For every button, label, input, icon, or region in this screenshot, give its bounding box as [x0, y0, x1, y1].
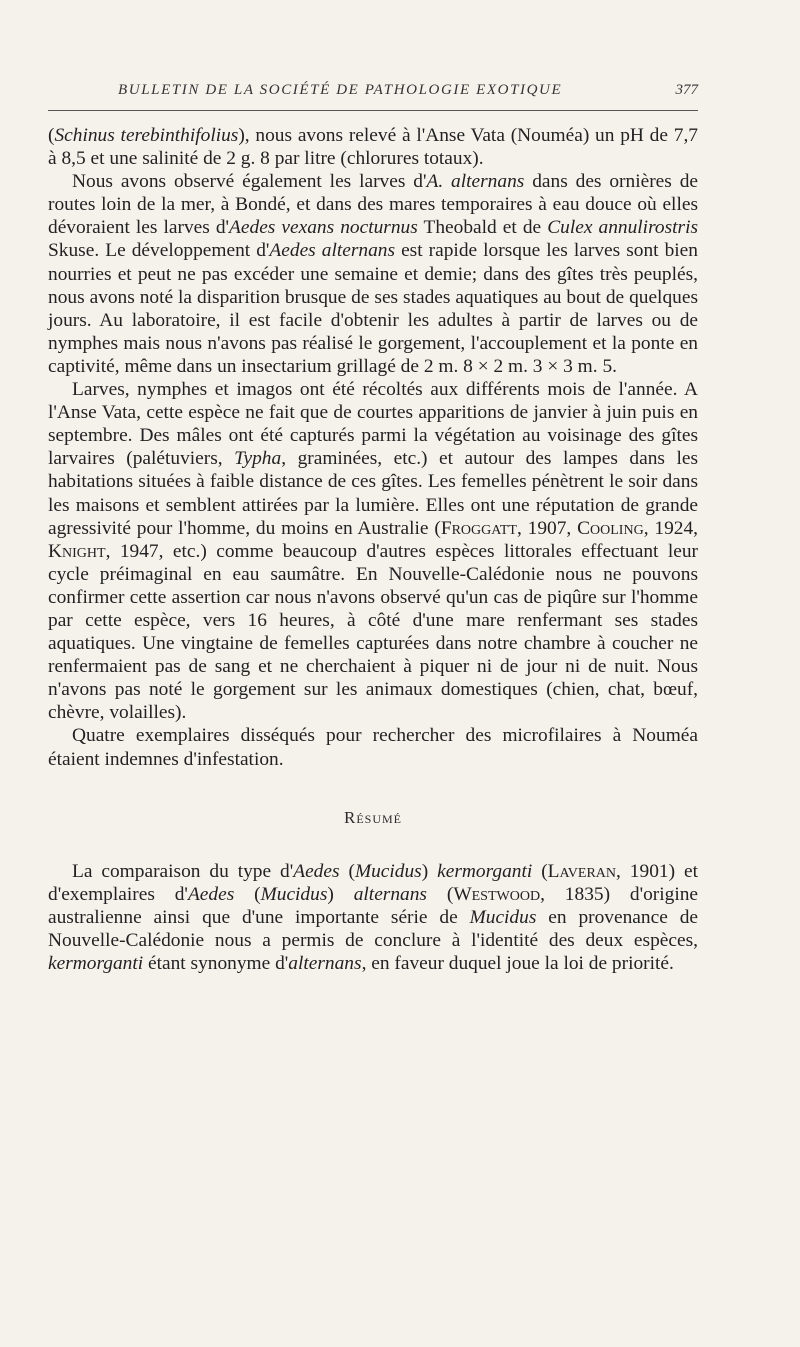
text-run: étant synonyme d' [143, 953, 289, 975]
page-number: 377 [675, 82, 698, 98]
author-citation: Froggatt [440, 517, 517, 539]
species-name: kermorganti [48, 953, 144, 975]
running-header [48, 78, 698, 111]
species-name: Schinus terebinthifolius [54, 125, 239, 146]
article-body [48, 124, 698, 975]
paragraph-3 [48, 378, 698, 724]
text-run: ) [327, 883, 354, 905]
text-run: , 1835) d'origine australienne ainsi que d'une importante série de [48, 883, 699, 928]
text-run: ( [532, 860, 548, 882]
text-run: , 1924, [643, 517, 699, 539]
text-run: dans des ornières de routes loin de la mer, à Bondé, et dans des mares temporaires à eau douce où elles dévoraient les larves d' [48, 171, 698, 239]
species-name: alternans [353, 883, 427, 905]
text-run: Skuse. Le développement d' [48, 240, 270, 262]
paragraph-1: (Schinus terebinthifolius), nous avons relevé à l'Anse Vata (Nouméa) un pH de 7,7 à 8,5 et une salinité de 2 g. 8 par litre (chlorures totaux). [48, 125, 698, 170]
genus-name: Typha [234, 448, 282, 470]
text-run: ( [426, 883, 454, 905]
text-run: , 1907, [516, 517, 578, 539]
running-title: BULLETIN DE LA SOCIÉTÉ DE PATHOLOGIE EXOTIQUE [118, 82, 563, 98]
text-run: , 1947, etc.) comme beaucoup d'autres espèces littorales effectuant leur cycle préimaginal en eau saumâtre. En Nouvelle-Calédonie nous ne pouvons confirmer cette assertion car nous n'avons observé qu'un cas de piqûre sur l'homme par cette espèce, vers 16 heures, à côté d'une mare renfermant ses stades aquatiques. Une vingtaine de femelles capturées dans notre chambre à coucher ne renfermaient pas de sang et ne cherchaient à piquer ni de jour ni de nuit. Nous n'avons pas noté le gorgement sur les animaux domestiques (chien, chat, bœuf, chèvre, volailles). [48, 540, 698, 724]
text-run: ( [339, 860, 355, 882]
author-citation: Laveran [547, 860, 617, 882]
text-run: ), nous avons relevé à l'Anse Vata (Nouméa) un pH de 7,7 à 8,5 et une salinité de 2 g. 8 par litre (chlorures totaux). [48, 125, 698, 170]
author-citation: Knight [48, 540, 106, 562]
species-name: Aedes alternans [269, 240, 396, 262]
paragraph-4 [48, 724, 698, 770]
subgenus-name: Mucidus [354, 860, 422, 882]
species-name: kermorganti [437, 860, 533, 882]
species-name: alternans [288, 953, 362, 975]
text-run: Theobald et de [417, 217, 548, 239]
text-run: , graminées, etc.) et autour des lampes dans les habitations situées à faible distance de ces gîtes. Les femelles pénètrent le soir dans les maisons et semblent attirées par la lumière. Elles ont une réputation de grande agressivité pour l'homme, du moins en Australie ( [48, 448, 698, 539]
text-run: Quatre exemplaires disséqués pour rechercher des microfilaires à Nouméa étaient indemnes d'infestation. [48, 725, 698, 770]
text-run: Nous avons observé également les larves d' [72, 171, 427, 193]
genus-name: Mucidus [469, 906, 537, 928]
summary-paragraph [48, 860, 698, 975]
species-name: Aedes vexans nocturnus [229, 217, 418, 239]
genus-name: Aedes [293, 860, 340, 882]
species-name: Culex annulirostris [547, 217, 698, 239]
section-title: Résumé [343, 807, 402, 827]
genus-name: Aedes [187, 883, 235, 905]
text-run: , 1901) et d'exemplaires d' [48, 860, 698, 905]
text-run: Larves, nymphes et imagos ont été récoltés aux différents mois de l'année. A l'Anse Vata, cette espèce ne fait que de courtes apparitions de janvier à juin puis en septembre. Des mâles ont été capturés parmi la végétation au voisinage des gîtes larvaires (palétuviers, [48, 379, 698, 470]
text-run: , en faveur duquel joue la loi de priorité. [361, 953, 674, 975]
text-run: est rapide lorsque les larves sont bien nourries et peut ne pas excéder une semaine et demie; dans des gîtes très peuplés, nous avons noté la disparition brusque de ses stades aquatiques au bout de quelques jours. Au laboratoire, il est facile d'obtenir les adultes à partir de larves ou de nymphes mais nous n'avons pas réalisé le gorgement, l'accouplement et la ponte en captivité, même dans un insectarium grillagé de 2 m. 8 × 2 m. 3 × 3 m. 5. [48, 240, 698, 377]
paragraph-2 [48, 170, 698, 378]
text-run: La comparaison du type d' [72, 860, 294, 882]
subgenus-name: Mucidus [260, 883, 328, 905]
author-citation: Cooling [577, 517, 644, 539]
text-run: ( [234, 883, 261, 905]
species-name: A. alternans [426, 171, 525, 193]
author-citation: Westwood [453, 883, 541, 905]
text-run: ) [421, 860, 438, 882]
text-run: en provenance de Nouvelle-Calédonie nous a permis de conclure à l'identité des deux espèces, [48, 906, 698, 951]
